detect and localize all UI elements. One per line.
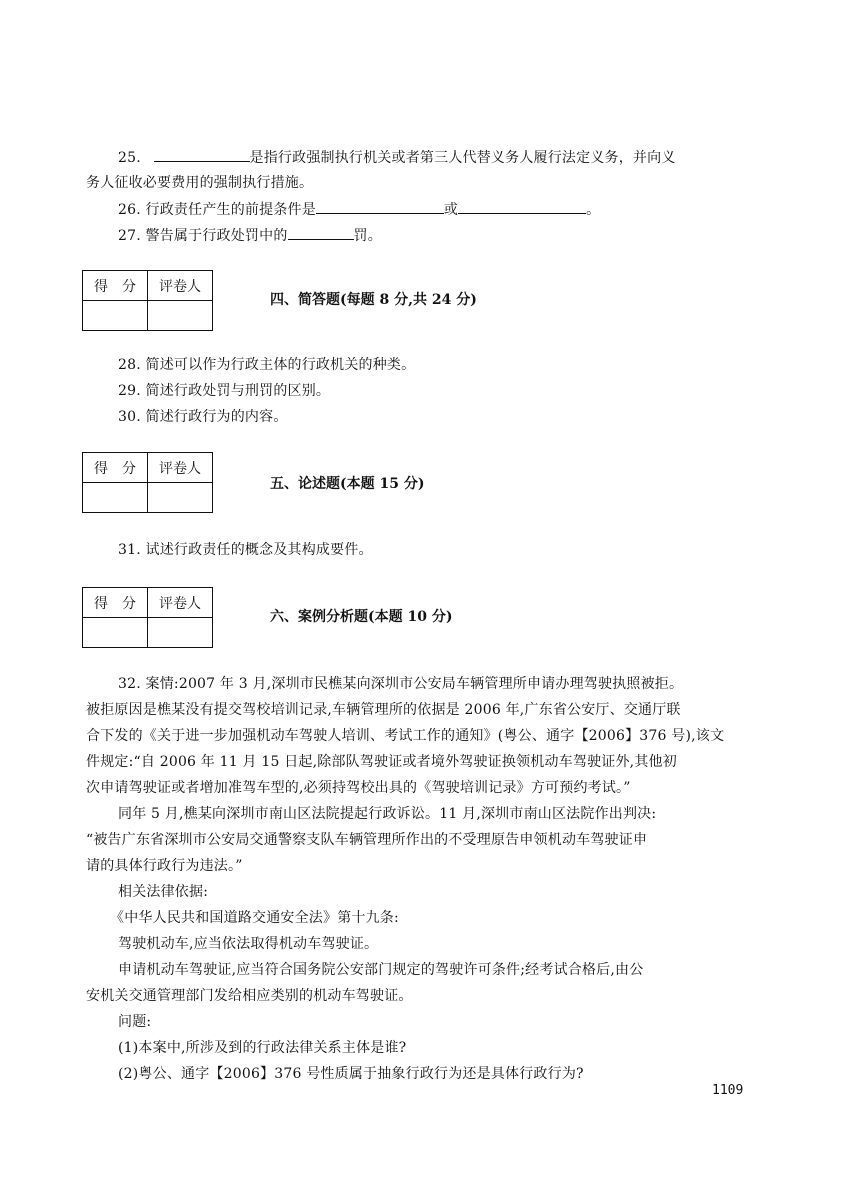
grader-cell[interactable]: [148, 301, 213, 331]
blank-25[interactable]: [154, 147, 250, 162]
case-line: 合下发的《关于进一步加强机动车驾驶人培训、考试工作的通知》(粤公、通字【2006】376 号),该文: [86, 728, 725, 744]
score-cell[interactable]: [83, 301, 148, 331]
question-27-pre: 27. 警告属于行政处罚中的: [118, 228, 288, 244]
grader-label: 评卷人: [148, 453, 213, 483]
case-line: 问题:: [118, 1014, 152, 1030]
question-25-cont: 务人征收必要费用的强制执行措施。: [86, 175, 314, 191]
question-26: [118, 199, 600, 220]
grader-label: 评卷人: [148, 271, 213, 301]
score-cell[interactable]: [83, 618, 148, 648]
case-line: (1)本案中,所涉及到的行政法律关系主体是谁?: [118, 1040, 407, 1056]
blank-26b[interactable]: [458, 199, 586, 214]
question-25-number: 25.: [118, 150, 141, 166]
case-line: 安机关交通管理部门发给相应类别的机动车驾驶证。: [86, 988, 413, 1004]
case-line: 次申请驾驶证或者增加准驾车型的,必须持驾校出具的《驾驶培训记录》方可预约考试。”: [86, 780, 631, 796]
section-4-title: 四、简答题(每题 8 分,共 24 分): [270, 292, 477, 308]
score-label: 得 分: [83, 271, 148, 301]
score-box-section-5: [82, 452, 213, 513]
case-line: 驾驶机动车,应当依法取得机动车驾驶证。: [118, 936, 379, 952]
question-25-text: 是指行政强制执行机关或者第三人代替义务人履行法定义务，并向义: [249, 150, 676, 166]
score-cell[interactable]: [83, 483, 148, 513]
question-26-pre: 26. 行政责任产生的前提条件是: [118, 202, 316, 218]
score-box-section-4: [82, 270, 213, 331]
case-line: (2)粤公、通字【2006】376 号性质属于抽象行政行为还是具体行政行为?: [118, 1066, 584, 1082]
case-line: 被拒原因是樵某没有提交驾校培训记录,车辆管理所的依据是 2006 年,广东省公安厅、交通厅联: [86, 702, 681, 718]
case-line: 请的具体行政行为违法。”: [86, 858, 243, 874]
section-6-title: 六、案例分析题(本题 10 分): [270, 609, 453, 625]
case-line: 《中华人民共和国道路交通安全法》第十九条:: [110, 910, 399, 926]
question-27-post: 罚。: [353, 228, 382, 244]
grader-cell[interactable]: [148, 483, 213, 513]
case-line: 32. 案情:2007 年 3 月,深圳市民樵某向深圳市公安局车辆管理所申请办理驾驶执照被拒。: [118, 676, 684, 692]
question-29: 29. 简述行政处罚与刑罚的区别。: [118, 383, 331, 399]
case-line: 同年 5 月,樵某向深圳市南山区法院提起行政诉讼。11 月,深圳市南山区法院作出判决:: [118, 806, 657, 822]
question-28: 28. 简述可以作为行政主体的行政机关的种类。: [118, 357, 416, 373]
page-number: 1109: [712, 1083, 744, 1098]
case-line: 件规定:“自 2006 年 11 月 15 日起,除部队驾驶证或者境外驾驶证换领机动车驾驶证外,其他初: [86, 754, 677, 770]
case-line: 相关法律依据:: [118, 884, 209, 900]
score-label: 得 分: [83, 588, 148, 618]
question-30: 30. 简述行政行为的内容。: [118, 409, 288, 425]
grader-label: 评卷人: [148, 588, 213, 618]
question-31: 31. 试述行政责任的概念及其构成要件。: [118, 542, 373, 558]
grader-cell[interactable]: [148, 618, 213, 648]
case-line: 申请机动车驾驶证,应当符合国务院公安部门规定的驾驶许可条件;经考试合格后,由公: [118, 962, 644, 978]
score-box-section-6: [82, 587, 213, 648]
blank-27[interactable]: [288, 225, 354, 240]
question-26-post: 。: [586, 202, 601, 218]
score-label: 得 分: [83, 453, 148, 483]
blank-26a[interactable]: [316, 199, 444, 214]
case-line: “被告广东省深圳市公安局交通警察支队车辆管理所作出的不受理原告申领机动车驾驶证申: [86, 832, 648, 848]
question-27: [118, 225, 382, 246]
question-26-mid: 或: [443, 202, 459, 218]
section-5-title: 五、论述题(本题 15 分): [270, 476, 425, 492]
question-25: [118, 147, 676, 168]
